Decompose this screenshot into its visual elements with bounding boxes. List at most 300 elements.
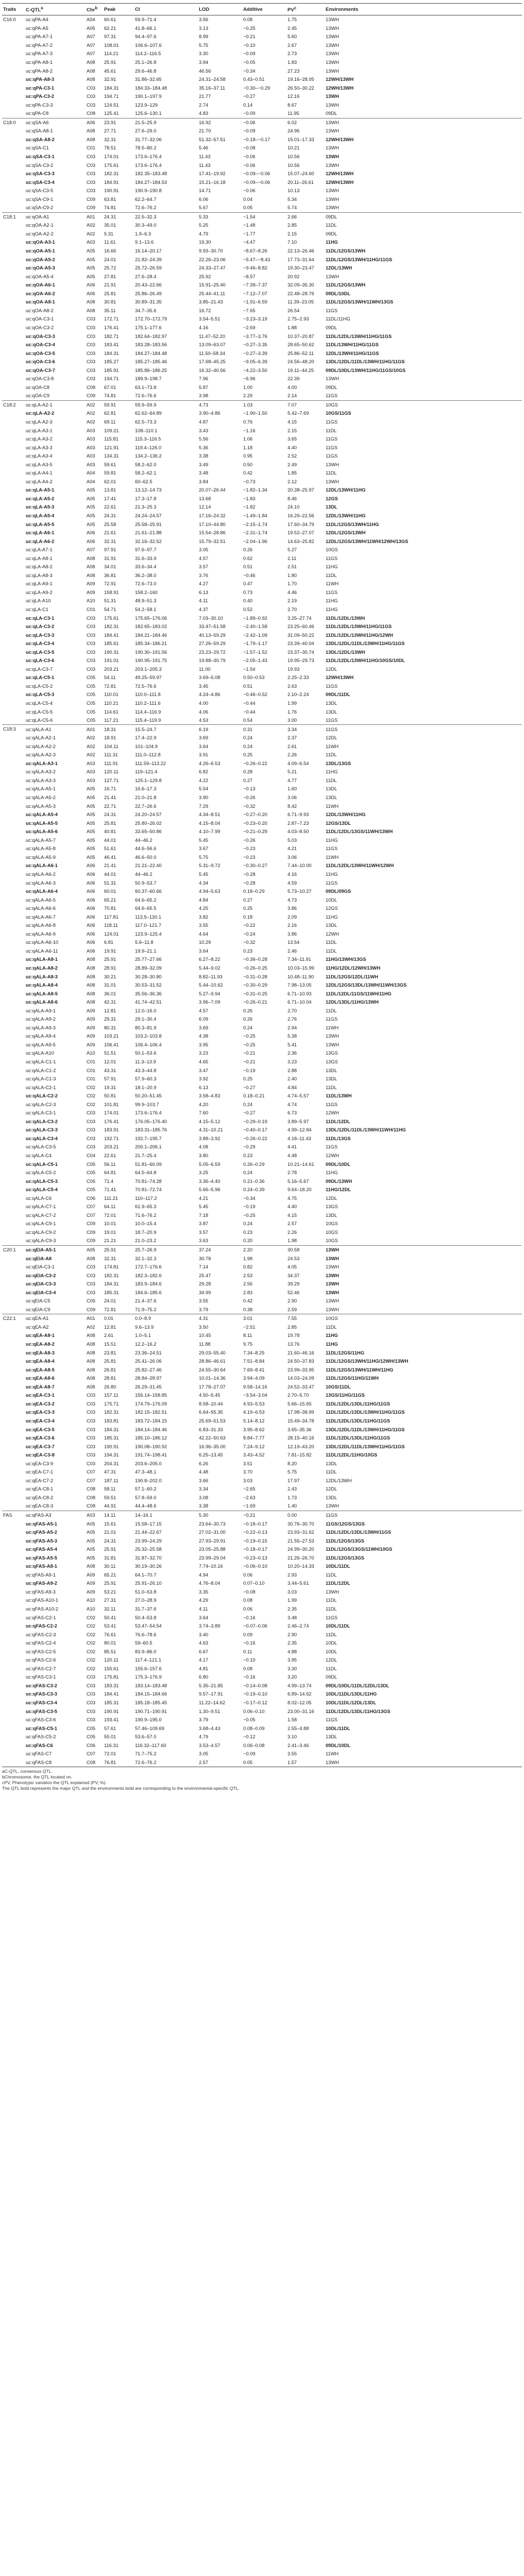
peak-cell: 172.71 (104, 316, 119, 322)
trait-cell (2, 597, 25, 605)
ci-cell: 25.91–26.10 (135, 1581, 162, 1586)
ci-cell: 34.7–35.6 (135, 308, 157, 313)
lod-cell: 3.80 (199, 1153, 209, 1158)
chr-cell: C03 (87, 1410, 96, 1415)
ci-cell: 54.2–58.1 (135, 607, 157, 612)
ci-cell: 51.0–53.8 (135, 1589, 157, 1595)
chr-cell: C03 (87, 1708, 96, 1714)
table-row (2, 1519, 522, 1528)
qtl-name-cell: uc:qLA-A8-2 (26, 564, 53, 570)
peak-cell: 185.61 (104, 641, 119, 647)
environments-cell: 13WH (326, 154, 339, 160)
peak-cell: 12.81 (104, 1324, 116, 1330)
chr-cell: C03 (87, 188, 96, 194)
qtl-name-cell: uc:qALA-C3-5 (26, 1144, 56, 1150)
environments-cell: 11HG (326, 607, 338, 612)
lod-cell: 15.21–16.18 (199, 179, 226, 185)
qtl-name-cell: uc:qFAS-A8-1 (26, 1564, 57, 1569)
chr-cell: C08 (87, 111, 96, 116)
peak-cell: 175.81 (104, 1674, 119, 1680)
footnote-bold: The QTL bold represents the major QTL and the environments bold are corresponding to the environmental-specific QTL. (2, 1786, 240, 1791)
pv-cell: 30.76–30.70 (288, 1521, 314, 1527)
table-row (2, 1588, 522, 1597)
chr-cell: C03 (87, 1401, 96, 1406)
ci-cell: 59.9–59.9 (134, 400, 198, 409)
ci-cell: 43.3–44.8 (135, 1067, 157, 1073)
pv-cell: 22.48–28.76 (288, 291, 314, 296)
additive-cell: −0.26–0.22 (243, 760, 267, 766)
ci-cell: 9.1–13.6 (135, 240, 154, 245)
pv-cell: 28.65–50.62 (288, 342, 314, 348)
lod-cell: 3.67 (199, 846, 209, 852)
ci-cell: 57.8–59.0 (135, 1495, 157, 1500)
ci-cell: 51.81–60.09 (135, 1161, 162, 1167)
table-row (2, 1083, 522, 1092)
trait-cell (2, 100, 25, 109)
peak-cell: 0.01 (103, 1314, 134, 1323)
environments-cell: 11HG (326, 769, 338, 775)
trait-cell (2, 272, 25, 281)
pv-cell: 2.40 (288, 1076, 297, 1082)
peak-cell: 27.31 (104, 1598, 116, 1603)
additive-cell: −0.19–0.10 (243, 1691, 267, 1697)
lod-cell: 3.94 (199, 60, 209, 65)
chr-cell: A08 (87, 68, 95, 74)
environments-cell: 13GS (326, 1050, 338, 1056)
ci-cell: 50.9–53.7 (135, 880, 157, 886)
table-row (2, 1066, 522, 1075)
additive-cell: −3.77–3.76 (243, 333, 267, 339)
additive-cell: 4.93–5.53 (243, 1401, 265, 1406)
environments-cell: 11HG (326, 1170, 338, 1176)
pv-cell: 3.48 (288, 1615, 297, 1620)
ci-cell: 192.7–195.7 (135, 1136, 162, 1141)
pv-cell: 4.05 (288, 1264, 297, 1270)
table-row (2, 1699, 522, 1707)
qtl-name-cell: uc:qOA-C3-6 (26, 359, 55, 365)
chr-cell: C03 (87, 350, 96, 356)
pv-cell: 13.54 (288, 940, 300, 945)
additive-cell: −0.26–0.25 (243, 965, 267, 971)
ci-cell: 60.37–60.66 (135, 889, 162, 894)
peak-cell: 32.31 (104, 538, 116, 544)
peak-cell: 32.31 (104, 1256, 116, 1261)
qtl-name-cell: uc:qALA-C4 (26, 1153, 52, 1158)
environments-cell: 13GS (326, 1059, 338, 1064)
chr-cell: A09 (87, 1589, 95, 1595)
table-row (2, 1391, 522, 1400)
lod-cell: 4.27 (199, 581, 209, 587)
peak-cell: 184.41 (104, 1691, 119, 1697)
chr-cell: A08 (87, 1256, 95, 1261)
chr-cell: C03 (87, 1281, 96, 1287)
additive-cell: 8.11 (243, 1333, 252, 1338)
trait-cell (2, 469, 25, 478)
trait-cell (2, 375, 25, 383)
lod-cell: 10.01–14.36 (199, 1376, 226, 1381)
peak-cell: 71.4 (104, 1178, 114, 1184)
lod-cell: 5.45 (199, 837, 209, 843)
table-row (2, 1211, 522, 1220)
table-row (2, 1024, 522, 1032)
peak-cell: 21.41 (104, 795, 116, 801)
table-row (2, 383, 522, 392)
qtl-name-cell: uc:qFAS-C3-3 (26, 1691, 57, 1697)
table-row (2, 264, 522, 273)
qtl-name-cell: uc:qOA-A8-1 (26, 299, 55, 305)
chr-cell: A03 (87, 453, 95, 459)
header-ci: CI (134, 4, 198, 15)
trait-cell (2, 1408, 25, 1417)
lod-cell: 6.27–8.22 (199, 957, 221, 962)
chr-cell: C03 (87, 658, 96, 664)
header-environments: Environments (325, 4, 522, 15)
ci-cell: 1.0–5.1 (135, 1333, 151, 1338)
additive-cell: 0.23 (243, 948, 253, 954)
lod-cell: 5.27–9.94 (199, 991, 221, 996)
pv-cell: 10.21–14.61 (288, 1161, 314, 1167)
additive-cell: 7.69–8.41 (243, 1367, 265, 1372)
table-row (2, 32, 522, 41)
table-row (2, 1015, 522, 1024)
trait-cell (2, 127, 25, 135)
peak-cell: 58.11 (104, 1486, 116, 1492)
qtl-name-cell: uc:qOA-C3-8 (26, 376, 54, 382)
chr-cell: C05 (87, 1734, 96, 1740)
peak-cell: 15.61 (104, 1521, 116, 1527)
additive-cell: 0.42 (243, 1298, 253, 1304)
lod-cell: 4.00 (199, 701, 209, 706)
trait-cell (2, 290, 25, 298)
chr-cell: C03 (87, 94, 96, 99)
qtl-name-cell: uc:qALA-A3-1 (26, 760, 58, 766)
additive-cell: 0.05 (243, 205, 253, 211)
chr-cell: A08 (87, 1367, 95, 1372)
lod-cell: 3.56 (198, 15, 242, 24)
trait-cell (2, 366, 25, 375)
ci-cell: 106.6–107.6 (135, 42, 162, 48)
ci-cell: 46.6–50.0 (135, 854, 157, 860)
peak-cell: 104.11 (104, 743, 119, 749)
trait-cell (2, 83, 25, 92)
peak-cell: 51.61 (104, 846, 116, 852)
table-row (2, 221, 522, 230)
ci-cell: 23.36–24.51 (135, 1350, 162, 1355)
chr-cell: A02 (87, 752, 95, 758)
qtl-name-cell: uc:qALA-C7-2 (26, 1212, 56, 1218)
table-row (2, 1528, 522, 1537)
environments-cell: 10GS/11DL (326, 1384, 351, 1389)
trait-cell (2, 1348, 25, 1357)
table-row (2, 605, 522, 614)
chr-cell: A06 (87, 871, 95, 877)
lod-cell: 4.83 (199, 111, 209, 116)
additive-cell: −1.83 (243, 496, 256, 501)
ci-cell: 31.87–32.70 (135, 1555, 162, 1561)
lod-cell: 17.10–44.80 (199, 521, 226, 527)
peak-cell: 19.01 (104, 1229, 116, 1235)
peak-cell: 27.71 (104, 128, 116, 134)
pv-cell: 3.06 (288, 854, 297, 860)
lod-cell: 3.95 (199, 1042, 209, 1047)
ci-cell: 32.16–32.52 (135, 538, 162, 544)
lod-cell: 5.54 (199, 786, 209, 792)
lod-cell: 23.23–29.72 (199, 649, 226, 655)
pv-cell: 3.20 (288, 1674, 297, 1680)
pv-cell: 4.48 (288, 1153, 297, 1158)
ci-cell: 189.9–198.7 (135, 376, 162, 382)
ci-cell: 53.47–54.54 (135, 1623, 162, 1629)
pv-cell: 2.75–2.93 (288, 316, 309, 322)
qtl-name-cell: uc:qLA-C3-3 (26, 632, 55, 638)
peak-cell: 185.27 (104, 359, 119, 365)
environments-cell: 09DL (326, 384, 337, 390)
pv-cell: 23.37–30.74 (288, 649, 314, 655)
qtl-name-cell: uc:qEIA-A8 (26, 1256, 52, 1261)
chr-cell: A05 (87, 496, 95, 501)
table-row (2, 1733, 522, 1741)
additive-cell: 3.70 (243, 1469, 253, 1475)
lod-cell: 3.64 (199, 743, 209, 749)
lod-cell: 22.26–23.06 (199, 257, 226, 262)
chr-cell: C02 (87, 1666, 96, 1671)
additive-cell: −0.22 (243, 923, 256, 928)
pv-cell: 14.63–25.82 (288, 538, 314, 544)
peak-cell: 190.91 (104, 188, 119, 194)
ci-cell: 156.14–158.85 (135, 1393, 167, 1398)
trait-cell (2, 853, 25, 862)
ci-cell: 172.70–172.79 (135, 316, 167, 322)
environments-cell: 13DL (326, 795, 337, 801)
ci-cell: 173.6–176.4 (135, 154, 162, 160)
ci-cell: 11.3–13.9 (135, 1059, 156, 1064)
additive-cell: −1.54 (243, 666, 256, 672)
environments-cell: 13DL (326, 1067, 337, 1073)
peak-cell: 184.91 (104, 179, 119, 185)
ci-cell: 184.14–184.46 (135, 1427, 167, 1432)
peak-cell: 43.31 (104, 1067, 116, 1073)
pv-cell: 2.35 (288, 1640, 297, 1646)
chr-cell: C09 (87, 205, 96, 211)
qtl-name-cell: uc:qALA-C3-3 (26, 1127, 58, 1133)
ci-cell: 123.9–129 (135, 102, 158, 108)
table-row (2, 41, 522, 50)
lod-cell: 17.16–24.32 (199, 513, 226, 518)
ci-cell: 106.4–106.4 (135, 1042, 162, 1047)
trait-cell (2, 1528, 25, 1537)
chr-cell: C03 (87, 649, 96, 655)
additive-cell: 9.58–14.16 (243, 1384, 267, 1389)
lod-cell: 15.54–28.86 (199, 530, 226, 536)
additive-cell: −0.21 (243, 1059, 256, 1064)
additive-cell: 1.98 (243, 1256, 253, 1261)
peak-cell: 59.91 (103, 400, 134, 409)
ci-cell: 125.1–129.8 (135, 777, 162, 783)
table-row (2, 307, 522, 315)
pv-cell: 6.71–10.04 (288, 999, 312, 1005)
table-row (2, 861, 522, 870)
ci-cell: 200.1–206.1 (135, 1144, 162, 1150)
chr-cell: A08 (87, 137, 95, 142)
environments-cell: 11DL/12DL/13WH/11HG/10GS/10DL (326, 658, 405, 664)
qtl-name-cell: uc:qALA-C9-1 (26, 1221, 56, 1227)
environments-cell: 11DL/12DL/13DL/11HG/11GS (326, 1435, 391, 1441)
ci-cell: 50.1–53.6 (135, 1050, 157, 1056)
lod-cell: 3.13 (199, 25, 209, 31)
environments-cell: 11GS (326, 393, 338, 399)
trait-cell (2, 1177, 25, 1185)
chr-cell: A06 (87, 282, 95, 288)
table-row (2, 682, 522, 691)
qtl-name-cell: uc:qLA-A3-2 (26, 436, 53, 442)
trait-cell (2, 281, 25, 290)
table-row (2, 1442, 522, 1451)
pv-cell: 1.70 (288, 581, 297, 587)
table-row (2, 1263, 522, 1272)
environments-cell: 11GS (326, 436, 338, 442)
trait-cell: C18:2 (2, 400, 25, 409)
pv-cell: 2.45 (288, 25, 297, 31)
environments-cell: 13DL/12DL/11DL/13WH/11HG/11GS (326, 1444, 405, 1449)
table-row (2, 1485, 522, 1494)
lod-cell: 3.40 (199, 1632, 209, 1637)
table-row (2, 1177, 522, 1185)
pv-cell: 4.15 (288, 1212, 297, 1218)
peak-cell: 174.01 (104, 154, 119, 160)
lod-cell: 6.19 (198, 725, 242, 734)
peak-cell: 25.81 (104, 291, 116, 296)
table-row (2, 15, 522, 24)
pv-cell: 2.15 (288, 428, 297, 433)
chr-cell: A09 (87, 1572, 95, 1578)
additive-cell: −0.16 (243, 1640, 256, 1646)
trait-cell (2, 1143, 25, 1151)
ci-cell: 72.5–76.6 (135, 683, 157, 689)
table-row (2, 1716, 522, 1724)
ci-cell: 24.24–24.57 (135, 513, 162, 518)
table-row (2, 1117, 522, 1126)
pv-cell: 11.39–23.05 (288, 299, 314, 305)
trait-cell (2, 1485, 25, 1494)
peak-cell: 114.21 (104, 51, 119, 57)
ci-cell: 176.05–176.40 (135, 1118, 167, 1124)
pv-cell: 15.01–17.33 (288, 137, 314, 142)
chr-cell: C03 (87, 325, 96, 330)
additive-cell: 0.18–0.29 (243, 889, 265, 894)
additive-cell: −6.96 (243, 376, 256, 382)
additive-cell: −8.57 (243, 274, 256, 279)
peak-cell: 101.81 (104, 1101, 119, 1107)
chr-cell: A08 (87, 572, 95, 578)
qtl-name-cell: uc:qALA-A6-5 (26, 897, 56, 903)
table-row (2, 212, 522, 221)
environments-cell: 11GS (326, 718, 338, 723)
peak-cell: 56.11 (104, 1161, 116, 1167)
table-row (2, 1613, 522, 1622)
lod-cell: 6.82 (199, 769, 209, 775)
table-row (2, 1151, 522, 1160)
qtl-name-cell: uc:qLA-C3-6 (26, 658, 55, 664)
lod-cell: 20.07–26.44 (199, 487, 226, 493)
environments-cell: 13WH (326, 51, 339, 57)
header-pv: $PV^c$ (286, 4, 325, 15)
trait-cell (2, 1741, 25, 1750)
lod-cell: 3.68–4.43 (199, 1725, 221, 1731)
environments-cell: 13WH (326, 274, 339, 279)
qtl-name-cell: uc:qLA-A9-2 (26, 589, 53, 595)
table-row (2, 1032, 522, 1041)
lod-cell: 3.92 (199, 1076, 209, 1082)
additive-cell: −0.10 (243, 1657, 256, 1663)
additive-cell: −0.16 (243, 1674, 256, 1680)
qtl-name-cell: uc:qLA-A8-3 (26, 572, 53, 578)
lod-cell: 3.38 (199, 1503, 209, 1509)
additive-cell: 0.26 (243, 547, 253, 553)
pv-cell: 2.94 (288, 1025, 297, 1030)
additive-cell: 0.08–0.09 (243, 1725, 265, 1731)
table-body (2, 15, 522, 1767)
lod-cell: 4.08 (199, 1144, 209, 1150)
trait-cell (2, 648, 25, 656)
pv-cell: 2.70 (288, 1008, 297, 1013)
chr-cell: A06 (87, 863, 95, 869)
pv-cell: 3.10 (288, 1734, 297, 1740)
qtl-name-cell: uc:qALA-A6-7 (26, 914, 56, 920)
pv-cell: 52.46 (288, 1290, 300, 1295)
ci-cell: 175.65–176.06 (135, 615, 167, 621)
pv-cell: 5.75 (288, 1469, 297, 1475)
pv-cell: 5.41 (288, 1042, 297, 1047)
table-row (2, 1168, 522, 1177)
qtl-name-cell: uc:qALA-A10 (26, 1050, 54, 1056)
trait-cell (2, 1502, 25, 1511)
environments-cell: 13WH (326, 25, 339, 31)
qtl-name-cell: uc:qALA-A5-4 (26, 812, 58, 818)
peak-cell: 60.01 (104, 889, 116, 894)
chr-cell: C03 (87, 1683, 96, 1688)
pv-cell: 10.03–15.99 (288, 965, 314, 971)
lod-cell: 5.36 (199, 445, 209, 450)
environments-cell: 13WH (326, 196, 339, 202)
trait-cell (2, 1545, 25, 1554)
lod-cell: 3.53–4.57 (199, 1742, 221, 1748)
trait-cell (2, 588, 25, 597)
trait-cell (2, 554, 25, 563)
additive-cell: −0.30–0.29 (243, 982, 267, 988)
table-row (2, 1160, 522, 1168)
chr-cell: A03 (87, 445, 95, 450)
trait-cell (2, 1263, 25, 1272)
chr-cell: A05 (87, 812, 95, 818)
qtl-name-cell: uc:qLA-A10 (26, 598, 51, 604)
trait-cell (2, 1656, 25, 1665)
qtl-name-cell: uc:qEA-C3-2 (26, 1401, 55, 1406)
qtl-name-cell: uc:qLA-C3-5 (26, 649, 55, 655)
peak-cell: 97.91 (104, 547, 116, 553)
trait-cell (2, 486, 25, 495)
trait-cell (2, 230, 25, 239)
lod-cell: 4.25 (199, 906, 209, 911)
pv-cell: 32.09–35.30 (288, 282, 314, 288)
qtl-name-cell: uc:qEA-C3-3 (26, 1410, 55, 1415)
table-row (2, 1434, 522, 1443)
table-row (2, 400, 522, 409)
environments-cell: 12DL (326, 735, 337, 741)
pv-cell: 6.02 (286, 118, 325, 127)
pv-cell: 12.16 (288, 94, 300, 99)
trait-cell (2, 1134, 25, 1143)
additive-cell: 0.26–0.29 (243, 1161, 265, 1167)
